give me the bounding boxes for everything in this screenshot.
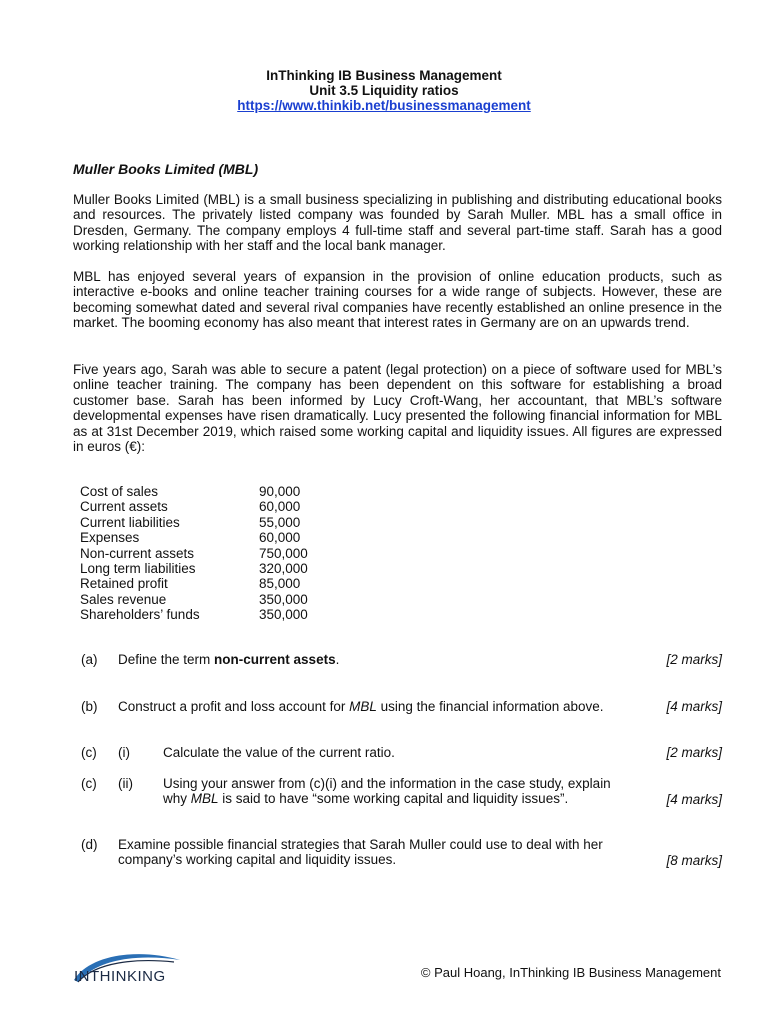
question-letter: (c) [81,776,97,791]
question-text-part: . [335,652,340,667]
table-row [80,499,308,514]
item-label: Retained profit [80,576,168,592]
item-value: 90,000 [259,484,301,499]
table-row [80,592,308,607]
question-key-term: non-current assets [214,652,336,667]
question-subpart: (ii) [118,776,133,791]
item-label: Shareholders’ funds [80,607,200,623]
question-text [163,776,643,807]
header-link[interactable]: https://www.thinkib.net/businessmanagement [237,98,531,113]
question-text-part: why [163,791,191,807]
item-value: 60,000 [259,530,301,546]
question-marks: [2 marks] [666,745,722,760]
table-row [80,576,308,591]
question-text [118,837,638,868]
question-marks: [8 marks] [666,853,722,868]
case-study-title: Muller Books Limited (MBL) [73,161,259,177]
table-row [80,546,308,561]
item-label: Current liabilities [80,514,180,530]
financial-info-table [80,484,308,623]
item-value: 350,000 [259,607,308,623]
question-line-2: company’s working capital and liquidity issues. [118,852,397,868]
case-paragraph-2: MBL has enjoyed several years of expansion in the provision of online education products, such as interactive e-books and online teacher training courses for a wide range of subjects. However, these are becoming somewhat dated and several rival companies have recently established an online presence in the market. The booming economy has also meant that interest rates in Germany are on an upwards trend. [73,269,722,331]
question-text-part: using the financial information above. [376,699,604,714]
item-label: Non-current assets [80,545,195,561]
table-row [80,561,308,576]
item-value: 320,000 [259,561,308,577]
item-label: Long term liabilities [80,561,196,577]
header-unit: Unit 3.5 Liquidity ratios [309,83,459,98]
question-text [118,699,638,714]
question-text-part: Construct a profit and loss account for [118,699,350,714]
question-line-2 [163,791,643,806]
item-value: 60,000 [259,499,301,515]
item-value: 350,000 [259,591,308,607]
question-line-1: Using your answer from (c)(i) and the information in the case study, explain [163,776,611,791]
question-subpart: (i) [118,745,130,760]
item-label: Expenses [80,530,140,546]
item-value: 750,000 [259,545,308,561]
item-label: Cost of sales [80,484,159,499]
question-company-name: MBL [349,699,377,714]
document-header [0,68,768,113]
table-row [80,484,308,499]
logo-wordmark: INTHINKING [74,968,166,985]
question-marks: [4 marks] [666,699,722,714]
question-letter: (d) [81,837,98,852]
item-label: Sales revenue [80,591,167,607]
question-line-1: Examine possible financial strategies that Sarah Muller could use to deal with her [118,837,603,852]
question-letter: (c) [81,745,97,760]
question-letter: (b) [81,699,98,714]
case-paragraph-3: Five years ago, Sarah was able to secure a patent (legal protection) on a piece of software used for MBL’s online teacher training. The company has been dependent on this software for establishing a broad customer base. Sarah has been informed by Lucy Croft-Wang, her accountant, that MBL’s software developmental expenses have risen dramatically. Lucy presented the following financial information for MBL as at 31st December 2019, which raised some working capital and liquidity issues. All figures are expressed in euros (€): [73,362,722,455]
question-letter: (a) [81,652,98,667]
table-row [80,530,308,545]
question-company-name: MBL [190,791,219,807]
table-row [80,607,308,622]
footer-copyright: © Paul Hoang, InThinking IB Business Management [420,965,721,980]
item-label: Current assets [80,499,168,515]
question-text-part: is said to have “some working capital and liquidity issues”. [218,791,569,807]
table-row [80,515,308,530]
question-marks: [4 marks] [666,792,722,807]
question-text-part: Define the term [118,652,215,667]
question-marks: [2 marks] [666,652,722,667]
inthinking-logo [70,950,190,994]
header-title: InThinking IB Business Management [266,68,502,83]
case-paragraph-1: Muller Books Limited (MBL) is a small business specializing in publishing and distributing educational books and resources. The privately listed company was founded by Sarah Muller. MBL has a small office in Dresden, Germany. The company employs 4 full-time staff and several part-time staff. Sarah has a good working relationship with her staff and the local bank manager. [73,192,722,254]
question-text [118,652,638,667]
item-value: 85,000 [259,576,301,592]
question-text: Calculate the value of the current ratio. [163,745,395,760]
item-value: 55,000 [259,514,301,530]
